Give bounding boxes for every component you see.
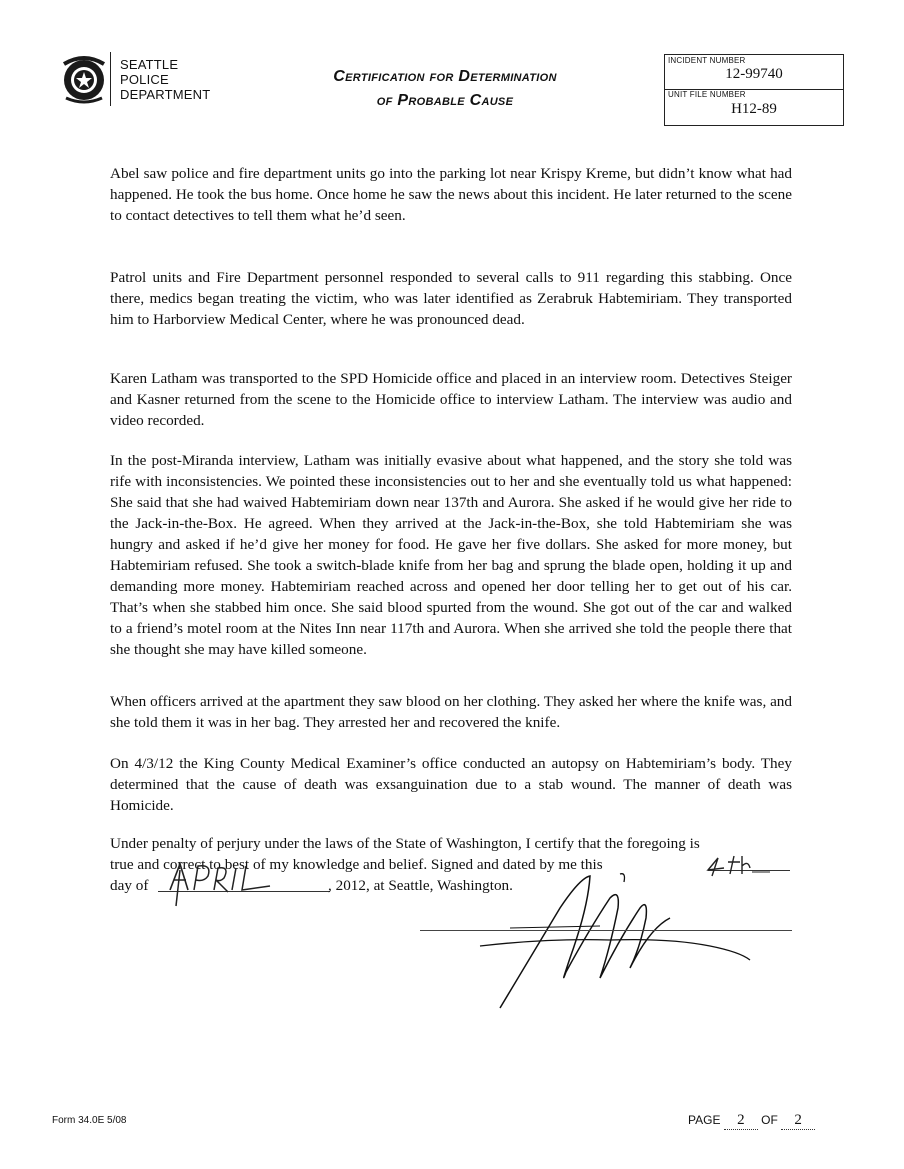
of-label: OF bbox=[761, 1113, 778, 1127]
certification-line-2: true and correct to best of my knowledge and belief. Signed and dated by me this bbox=[110, 856, 603, 873]
title-line-2: of Probable Cause bbox=[376, 92, 514, 109]
unit-file-number-label: UNIT FILE NUMBER bbox=[668, 90, 746, 99]
department-line-2: POLICE bbox=[120, 72, 169, 87]
incident-number-value: 12-99740 bbox=[725, 66, 783, 82]
title-line-1: Certification for Determination bbox=[333, 68, 557, 85]
paragraph-arrest: When officers arrived at the apartment they saw blood on her clothing. They asked her where the knife was, and she told them it was in her bag. They arrested her and recovered the knife. bbox=[110, 693, 792, 731]
incident-number-label: INCIDENT NUMBER bbox=[668, 56, 746, 65]
paragraph-response: Patrol units and Fire Department personnel responded to several calls to 911 regarding this stabbing. Once there, medics began treating the victim, who was later identified as Zerabruk Habtemiriam. They transported him to Harborview Medical Center, where he was pronounced dead. bbox=[110, 269, 792, 328]
page-indicator bbox=[688, 1112, 815, 1130]
incident-number-box bbox=[664, 54, 844, 126]
paragraph-interview-room: Karen Latham was transported to the SPD Homicide office and placed in an interview room. Detectives Steiger and Kasner returned from the scene to the Homicide office to interview Latham. The interview was audio and video recorded. bbox=[110, 370, 792, 429]
department-name bbox=[120, 57, 210, 102]
page-label: PAGE bbox=[688, 1113, 721, 1127]
paragraph-abel-witness: Abel saw police and fire department units go into the parking lot near Krispy Kreme, but didn’t know what had happened. He took the bus home. Once home he saw the news about this incident. He later returned to the scene to contact detectives to tell them what he’d seen. bbox=[110, 165, 792, 224]
seattle-police-badge-icon bbox=[60, 52, 108, 104]
certification-line-1: Under penalty of perjury under the laws of the State of Washington, I certify that the foregoing is bbox=[110, 835, 700, 852]
department-line-3: DEPARTMENT bbox=[120, 87, 211, 102]
certification-day-suffix: , 2012, at Seattle, Washington. bbox=[328, 877, 513, 894]
logo-divider bbox=[110, 52, 111, 106]
paragraph-autopsy: On 4/3/12 the King County Medical Examiner’s office conducted an autopsy on Habtemiriam’s body. They determined that the cause of death was exsanguination due to a stab wound. The manner of death was Homicide. bbox=[110, 755, 792, 814]
page-total: 2 bbox=[781, 1112, 815, 1130]
department-line-1: SEATTLE bbox=[120, 57, 179, 72]
form-identifier: Form 34.0E 5/08 bbox=[52, 1115, 127, 1126]
page-number: 2 bbox=[724, 1112, 758, 1130]
paragraph-interview-account: In the post-Miranda interview, Latham was initially evasive about what happened, and the story she told was rife with inconsistencies. We pointed these inconsistencies out to her and she eventually told us what happened: She said that she had waived Habtemiriam down near 137th and Aurora. She asked if he would give her ride to the Jack-in-the-Box. He agreed. When they arrived at the Jack-in-the-Box, she told Habtemiriam she was hungry and asked if he’d give her money for food. He gave her five dollars. She asked for more money, but Habtemiriam refused. She took a switch-blade knife from her bag and sprung the blade open, holding it up and demanding more money. Habtemiriam reached across and opened her door telling her to get out of his car. That’s when she stabbed him once. She said blood spurted from the wound. She got out of the car and walked to a friend’s motel room at the Nites Inn near 117th and Aurora. When she arrived she told the people there that she thought she may have killed someone. bbox=[110, 452, 792, 658]
signature-line bbox=[420, 930, 792, 931]
unit-file-number-value: H12-89 bbox=[731, 101, 777, 117]
handwritten-month-mark bbox=[158, 860, 278, 908]
document-title bbox=[260, 65, 630, 113]
officer-signature bbox=[470, 868, 770, 1018]
certification-day-prefix: day of bbox=[110, 877, 149, 894]
